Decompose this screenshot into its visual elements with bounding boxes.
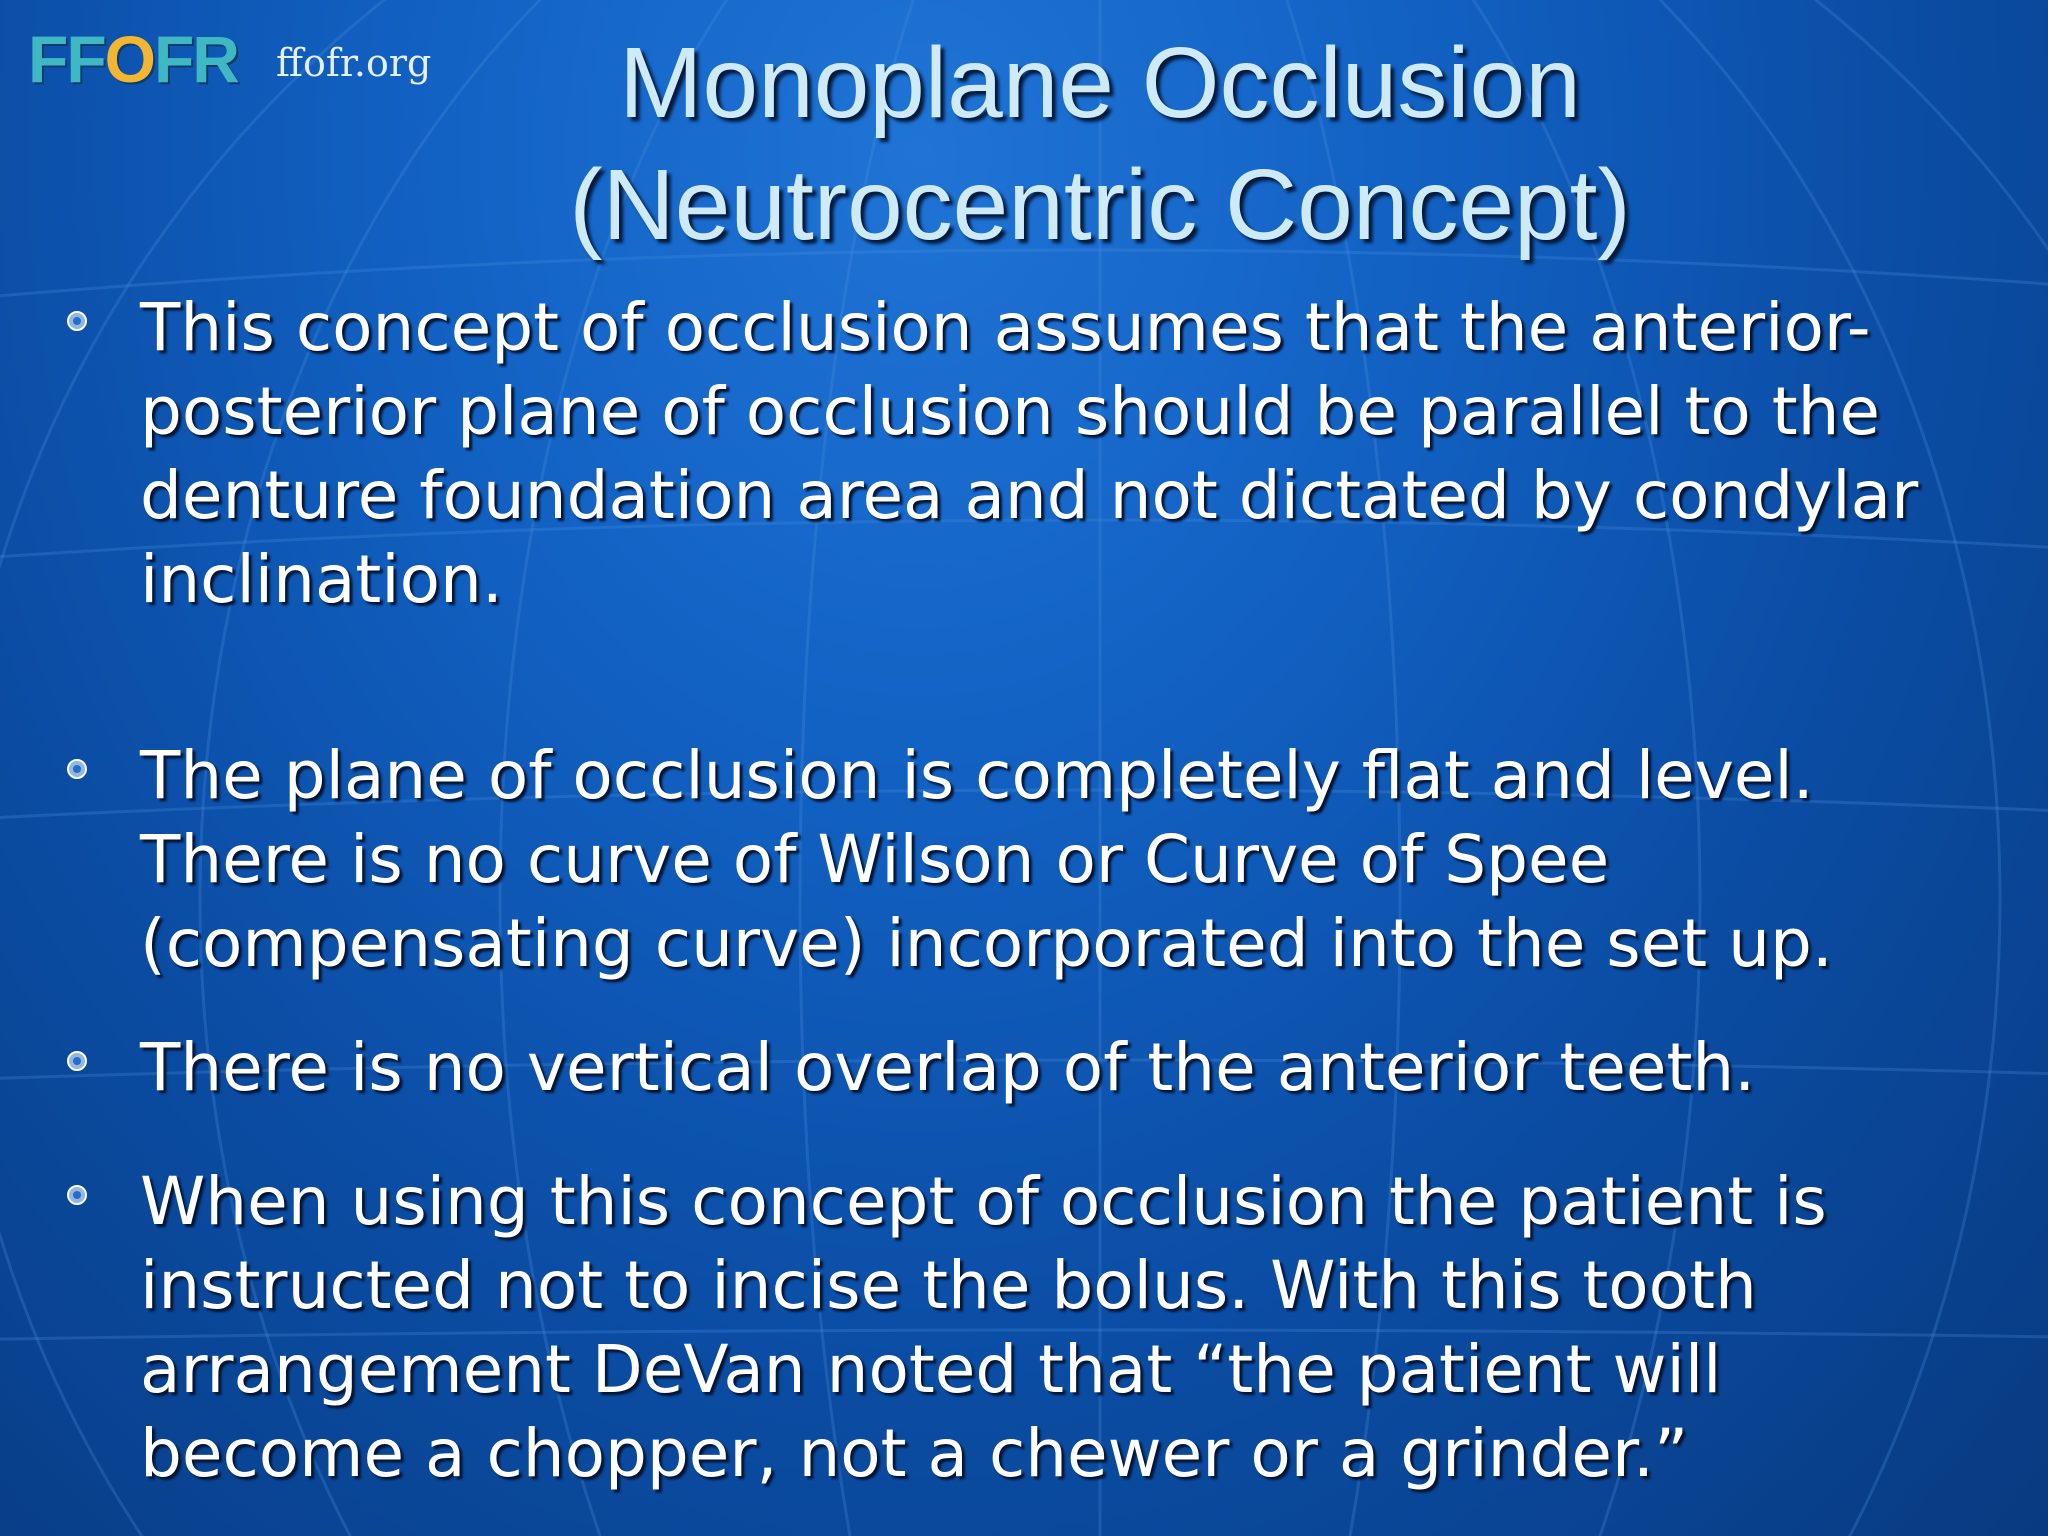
slide-title-line-1: Monoplane Occlusion: [619, 27, 1581, 139]
bullet-item: [64, 1160, 2024, 1496]
bullet-text: [140, 1026, 1755, 1110]
bullet-line: inclination.: [140, 541, 503, 618]
bullet-item: [64, 1026, 2024, 1110]
gear-bullet-icon: [64, 308, 90, 334]
gear-bullet-icon: [64, 756, 90, 782]
bullet-line: This concept of occlusion assumes that the anterior-: [140, 289, 1871, 366]
logo-mark-right: FR: [153, 22, 238, 96]
bullet-line: arrangement DeVan noted that “the patient will: [140, 1331, 1722, 1408]
bullet-line: become a chopper, not a chewer or a grinder.”: [140, 1415, 1689, 1492]
bullet-text: [140, 286, 1918, 622]
bullet-line: (compensating curve) incorporated into the set up.: [140, 905, 1833, 982]
logo-mark-left: FF: [28, 22, 105, 96]
bullet-text: [140, 734, 1833, 986]
logo-url: ffofr.org: [275, 41, 432, 85]
bullet-line: There is no vertical overlap of the anterior teeth.: [140, 1029, 1756, 1106]
gear-bullet-icon: [64, 1048, 90, 1074]
bullet-line: The plane of occlusion is completely flat and level.: [140, 737, 1814, 814]
bullet-line: There is no curve of Wilson or Curve of Spee: [140, 821, 1610, 898]
gear-bullet-icon: [64, 1182, 90, 1208]
bullet-item: [64, 734, 2024, 986]
slide-title-line-2: (Neutrocentric Concept): [569, 149, 1631, 261]
bullet-line: denture foundation area and not dictated by condylar: [140, 457, 1919, 534]
bullet-line: instructed not to incise the bolus. With this tooth: [140, 1247, 1757, 1324]
bullet-text: [140, 1160, 1827, 1496]
bullet-item: [64, 286, 2024, 622]
logo-mark-flame: O: [104, 22, 154, 96]
bullet-line: When using this concept of occlusion the patient is: [140, 1163, 1827, 1240]
bullet-line: posterior plane of occlusion should be parallel to the: [140, 373, 1881, 450]
